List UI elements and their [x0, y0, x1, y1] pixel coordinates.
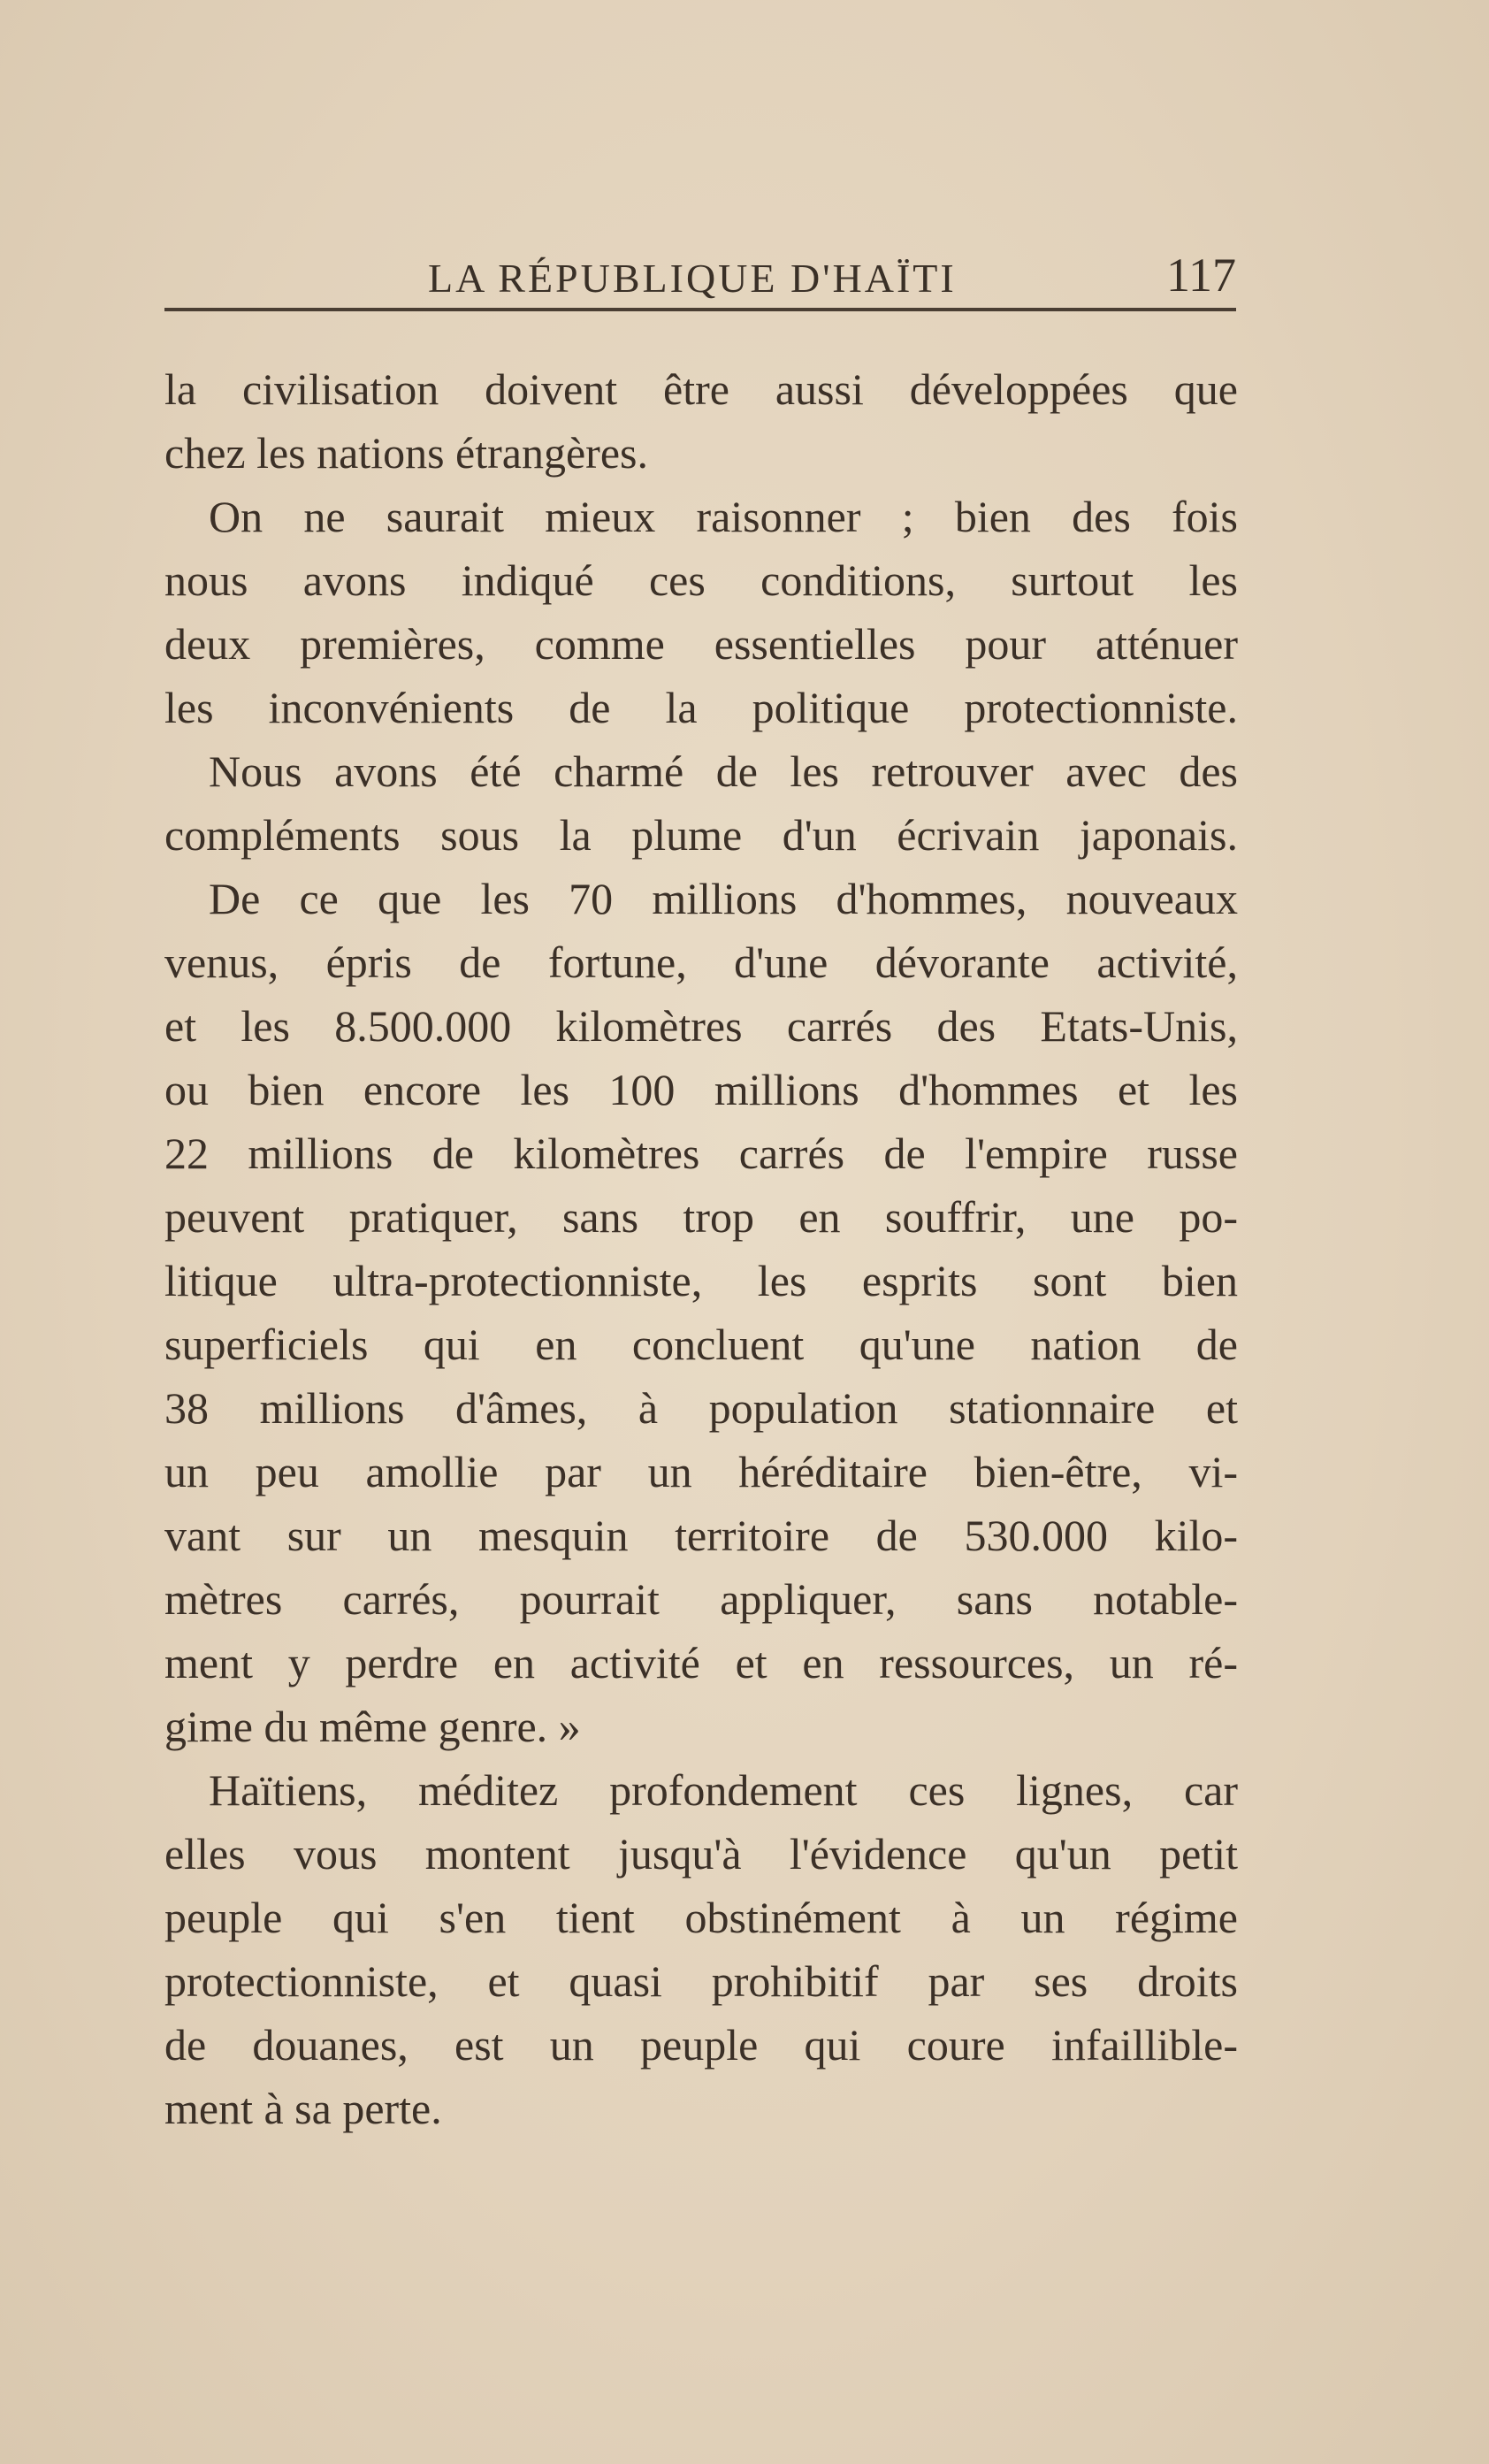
text-line: gime du même genre. » — [164, 1702, 581, 1751]
text-line: elles vous montent jusqu'à l'évidence qu'un petit — [164, 1829, 1238, 1879]
text-line: chez les nations étrangères. — [164, 428, 648, 478]
text-line: les inconvénients de la politique protectionniste. — [164, 683, 1238, 732]
text-line: mètres carrés, pourrait appliquer, sans notable- — [164, 1574, 1238, 1624]
page-header — [164, 232, 1236, 317]
text-line: ment y perdre en activité et en ressources, un ré- — [164, 1638, 1238, 1687]
text-line: On ne saurait mieux raisonner ; bien des fois — [209, 492, 1238, 541]
running-title: LA RÉPUBLIQUE D'HAÏTI — [428, 256, 957, 301]
text-line: compléments sous la plume d'un écrivain japonais. — [164, 810, 1238, 860]
text-line: De ce que les 70 millions d'hommes, nouveaux — [209, 874, 1238, 923]
text-line: vant sur un mesquin territoire de 530.000 kilo- — [164, 1511, 1238, 1560]
text-line: litique ultra-protectionniste, les esprits sont bien — [164, 1256, 1238, 1305]
text-line: Haïtiens, méditez profondement ces lignes, car — [209, 1765, 1238, 1815]
text-line: un peu amollie par un héréditaire bien-être, vi- — [164, 1447, 1238, 1496]
text-line: 38 millions d'âmes, à population stationnaire et — [164, 1383, 1238, 1433]
text-line: nous avons indiqué ces conditions, surtout les — [164, 555, 1238, 605]
text-line: ment à sa perte. — [164, 2084, 442, 2133]
text-line: et les 8.500.000 kilomètres carrés des Etats-Unis, — [164, 1001, 1238, 1051]
text-line: ou bien encore les 100 millions d'hommes et les — [164, 1065, 1238, 1114]
text-line: protectionniste, et quasi prohibitif par ses droits — [164, 1956, 1238, 2006]
text-line: peuvent pratiquer, sans trop en souffrir, une po- — [164, 1192, 1238, 1242]
text-line: 22 millions de kilomètres carrés de l'empire russe — [164, 1129, 1238, 1178]
text-line: superficiels qui en concluent qu'une nation de — [164, 1320, 1238, 1369]
text-line: la civilisation doivent être aussi développées que — [164, 364, 1238, 414]
text-line: venus, épris de fortune, d'une dévorante activité, — [164, 937, 1238, 987]
header-rule — [164, 308, 1236, 311]
page-number: 117 — [1166, 249, 1236, 302]
text-line: de douanes, est un peuple qui coure infaillible- — [164, 2020, 1238, 2070]
text-line: peuple qui s'en tient obstinément à un régime — [164, 1893, 1238, 1942]
text-line: Nous avons été charmé de les retrouver avec des — [209, 746, 1238, 796]
body-text — [164, 357, 1238, 2140]
text-line: deux premières, comme essentielles pour atténuer — [164, 619, 1238, 669]
